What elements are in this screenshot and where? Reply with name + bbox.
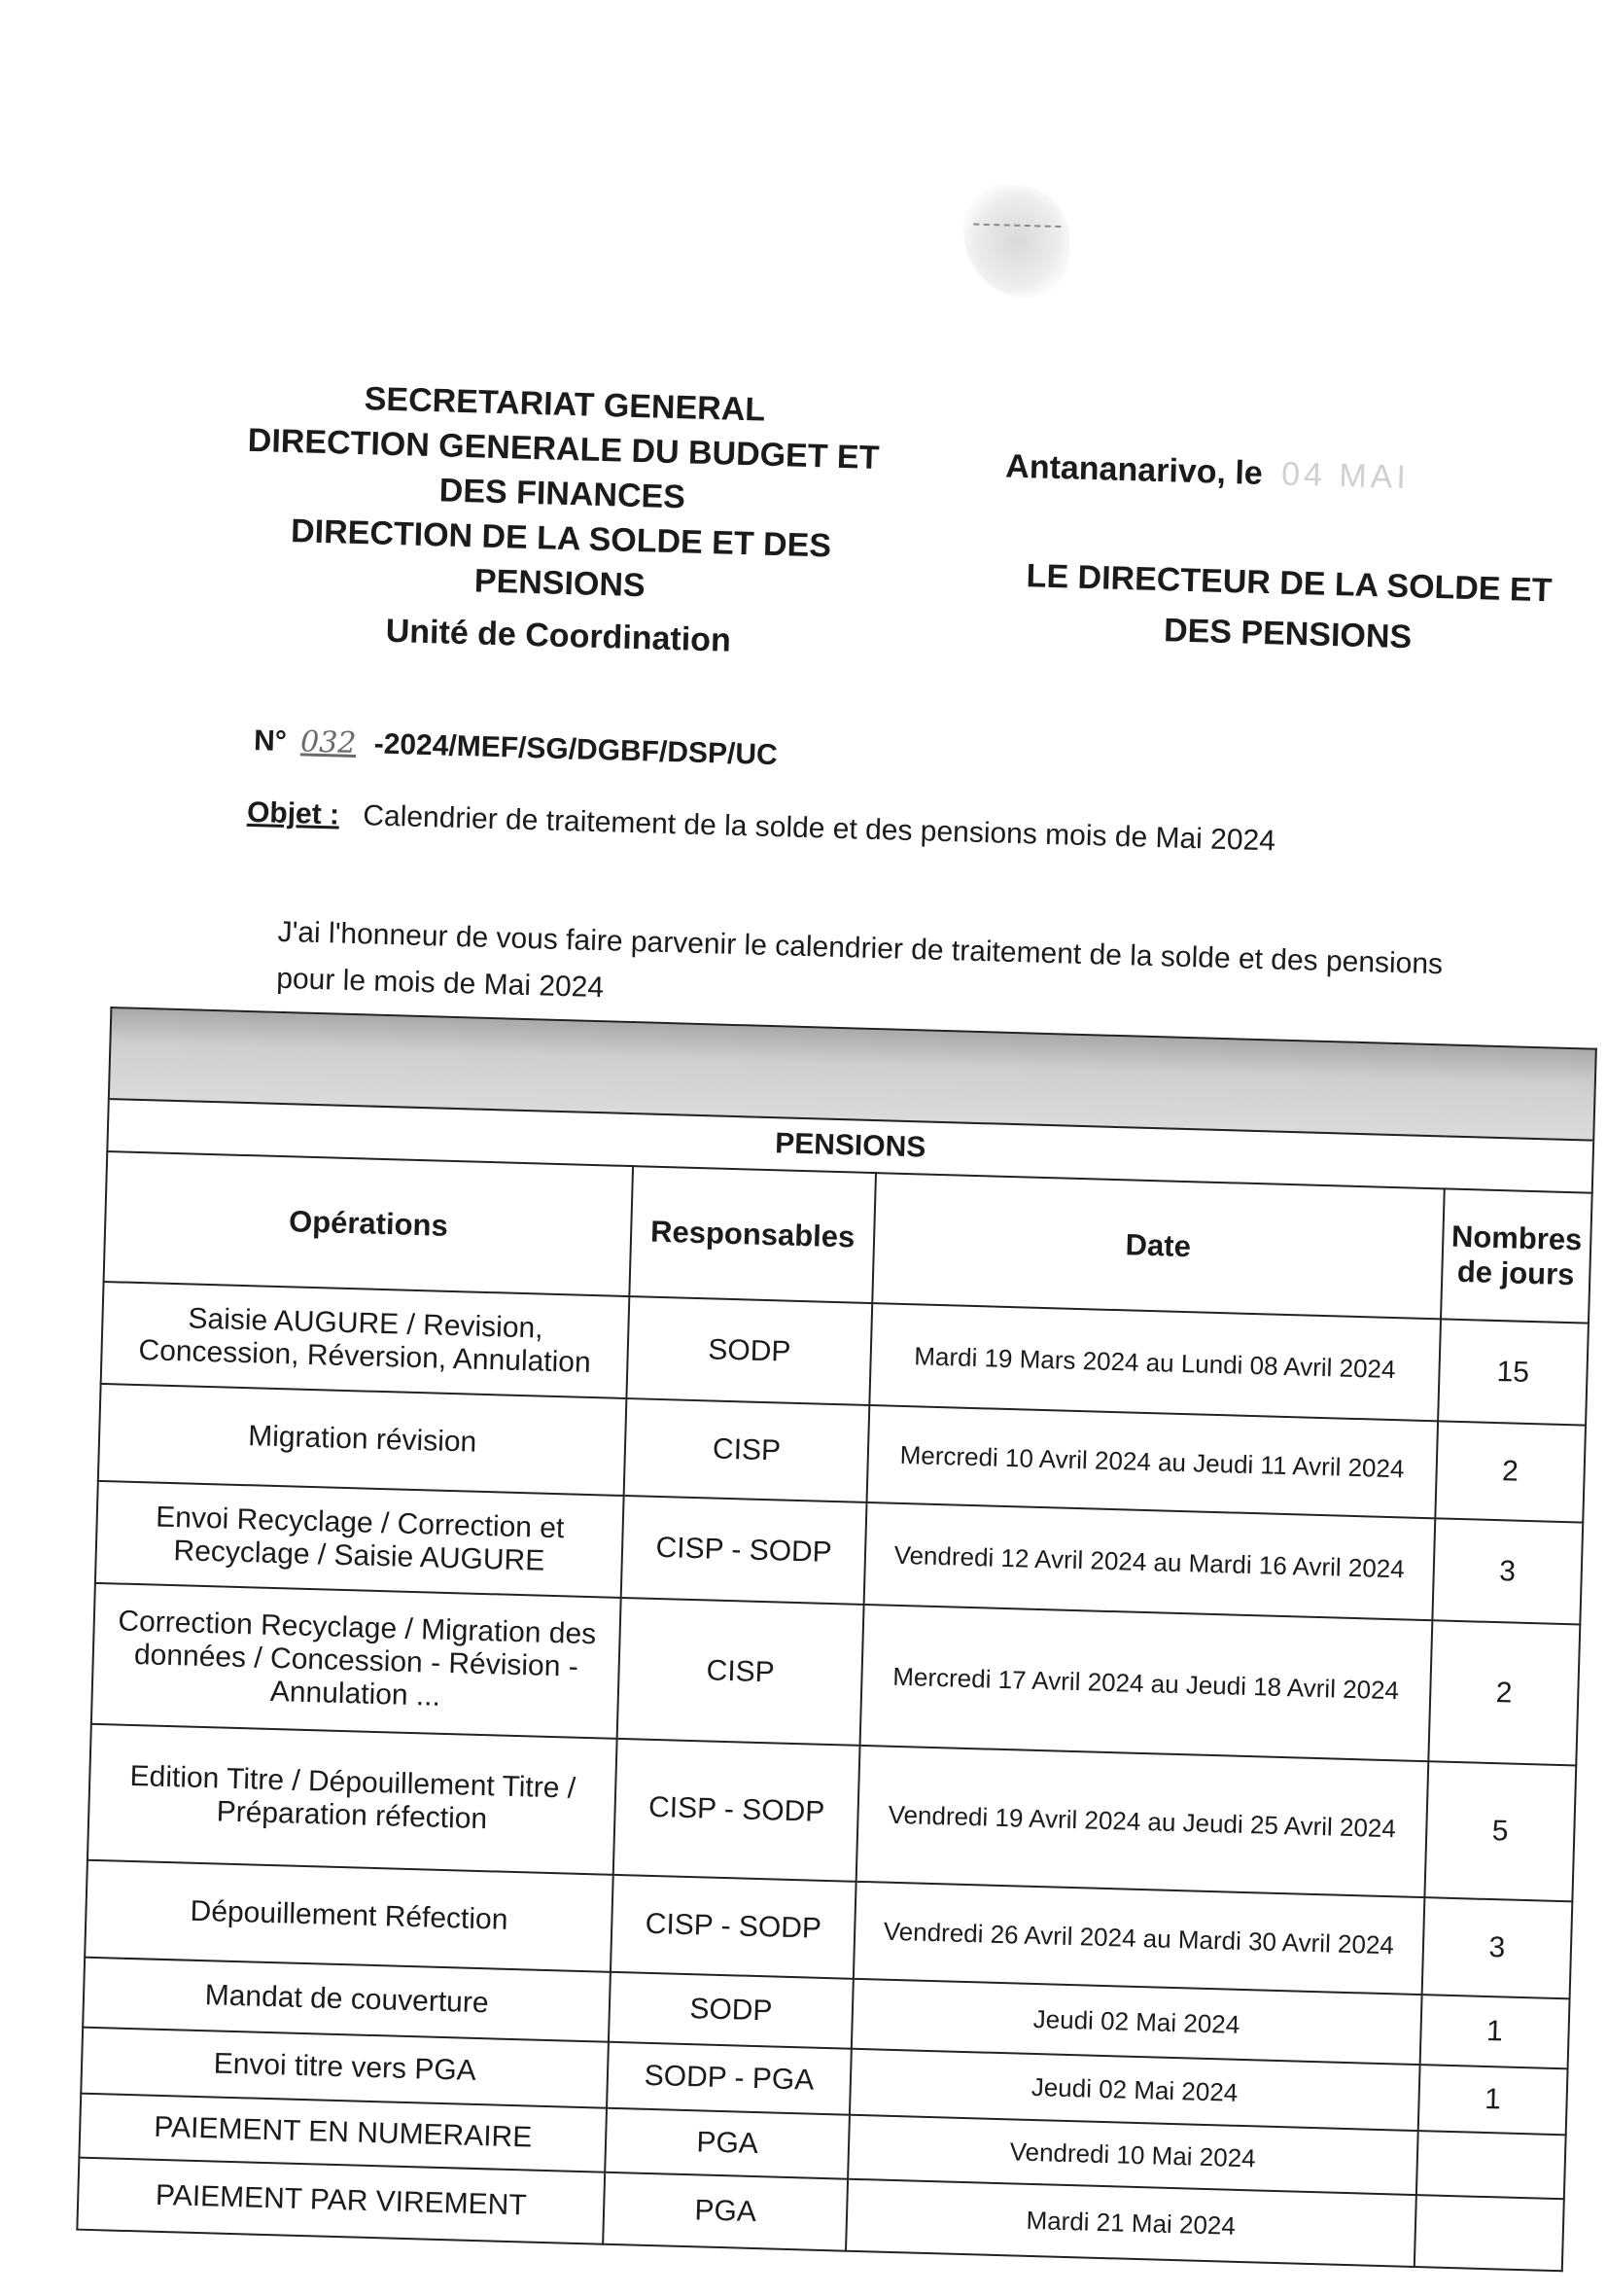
col-date: Date xyxy=(872,1173,1444,1319)
reference-prefix: N° xyxy=(253,724,288,759)
date-cell: Vendredi 12 Avril 2024 au Mardi 16 Avril 2024 xyxy=(864,1502,1435,1620)
date-cell: Mercredi 10 Avril 2024 au Jeudi 11 Avril 2024 xyxy=(866,1405,1437,1518)
date-cell: Mardi 19 Mars 2024 au Lundi 08 Avril 2024 xyxy=(869,1303,1440,1421)
jours-cell: 15 xyxy=(1438,1319,1589,1425)
responsable-cell: PGA xyxy=(603,2172,848,2251)
operation-cell: Dépouillement Réfection xyxy=(85,1860,613,1972)
place-date xyxy=(1005,448,1551,502)
jours-cell: 3 xyxy=(1421,1897,1572,1998)
responsable-cell: PGA xyxy=(605,2108,849,2179)
operation-cell: Correction Recyclage / Migration des données / Concession - Révision - Annulation ... xyxy=(91,1583,621,1739)
operation-cell: PAIEMENT EN NUMERAIRE xyxy=(79,2094,607,2172)
signatory-title: LE DIRECTEUR DE LA SOLDE ET DES PENSIONS xyxy=(1026,557,1553,656)
responsable-cell: SODP xyxy=(609,1972,854,2049)
jours-cell: 3 xyxy=(1432,1518,1583,1624)
date-cell: Vendredi 26 Avril 2024 au Mardi 30 Avril 2024 xyxy=(854,1882,1424,1995)
date-stamp: 04 MAI xyxy=(1280,455,1411,497)
operation-cell: Envoi titre vers PGA xyxy=(81,2028,609,2108)
date-cell: Vendredi 19 Avril 2024 au Jeudi 25 Avril 2024 xyxy=(856,1746,1428,1897)
operation-cell: Saisie AUGURE / Revision, Concession, Réversion, Annulation xyxy=(101,1282,630,1398)
date-cell: Jeudi 02 Mai 2024 xyxy=(852,1979,1421,2065)
col-responsables: Responsables xyxy=(630,1166,876,1303)
jours-cell xyxy=(1414,2195,1563,2271)
date-cell: Jeudi 02 Mai 2024 xyxy=(850,2049,1419,2131)
intro-text: J'ai l'honneur de vous faire parvenir le calendrier de traitement de la solde et des pensions pour le mois de Mai 2024 xyxy=(275,915,1444,1005)
jours-cell xyxy=(1415,2131,1565,2199)
issuer-line-1: SECRETARIAT GENERAL xyxy=(364,380,766,429)
col-nombres-jours: Nombres de jours xyxy=(1441,1188,1592,1323)
issuer-unit: Unité de Coordination xyxy=(385,612,732,659)
issuer-line-2: DIRECTION GENERALE DU BUDGET ET DES FINANCES xyxy=(247,421,880,516)
stamp-mark xyxy=(961,184,1071,299)
pensions-calendar-table xyxy=(76,1007,1597,2272)
operation-cell: Edition Titre / Dépouillement Titre / Préparation réfection xyxy=(87,1724,617,1875)
responsable-cell: SODP - PGA xyxy=(607,2042,852,2115)
date-cell: Mardi 21 Mai 2024 xyxy=(846,2179,1416,2267)
reference-handwritten-number: 032 xyxy=(299,724,357,761)
section-title: PENSIONS xyxy=(107,1099,1593,1193)
jours-cell: 2 xyxy=(1428,1620,1580,1765)
date-cell: Vendredi 10 Mai 2024 xyxy=(848,2115,1417,2195)
jours-cell: 1 xyxy=(1419,1995,1569,2068)
jours-cell: 1 xyxy=(1417,2065,1567,2135)
reference-suffix: -2024/MEF/SG/DGBF/DSP/UC xyxy=(373,727,779,772)
responsable-cell: CISP xyxy=(617,1598,864,1746)
reference-number xyxy=(254,724,778,772)
responsable-cell: SODP xyxy=(627,1296,873,1405)
place-prefix: Antananarivo, le xyxy=(1004,447,1264,492)
subject-line xyxy=(247,796,1276,859)
issuer-line-3: DIRECTION DE LA SOLDE ET DES PENSIONS xyxy=(290,512,832,605)
operation-cell: Mandat de couverture xyxy=(83,1958,611,2042)
operation-cell: Migration révision xyxy=(98,1384,627,1496)
jours-cell: 2 xyxy=(1435,1421,1586,1522)
responsable-cell: CISP - SODP xyxy=(611,1875,856,1979)
jours-cell: 5 xyxy=(1424,1761,1576,1901)
col-operations: Opérations xyxy=(104,1151,634,1296)
operation-cell: PAIEMENT PAR VIREMENT xyxy=(77,2158,605,2244)
responsable-cell: CISP xyxy=(624,1398,869,1502)
date-cell: Mercredi 17 Avril 2024 au Jeudi 18 Avril 2024 xyxy=(859,1605,1431,1761)
operation-cell: Envoi Recyclage / Correction et Recyclage / Saisie AUGURE xyxy=(95,1481,624,1598)
responsable-cell: CISP - SODP xyxy=(613,1739,860,1882)
issuer-block xyxy=(208,372,916,668)
subject-text: Calendrier de traitement de la solde et des pensions mois de Mai 2024 xyxy=(362,799,1276,858)
responsable-cell: CISP - SODP xyxy=(621,1496,867,1605)
subject-label: Objet : xyxy=(246,795,340,831)
table-body xyxy=(77,1282,1589,2271)
